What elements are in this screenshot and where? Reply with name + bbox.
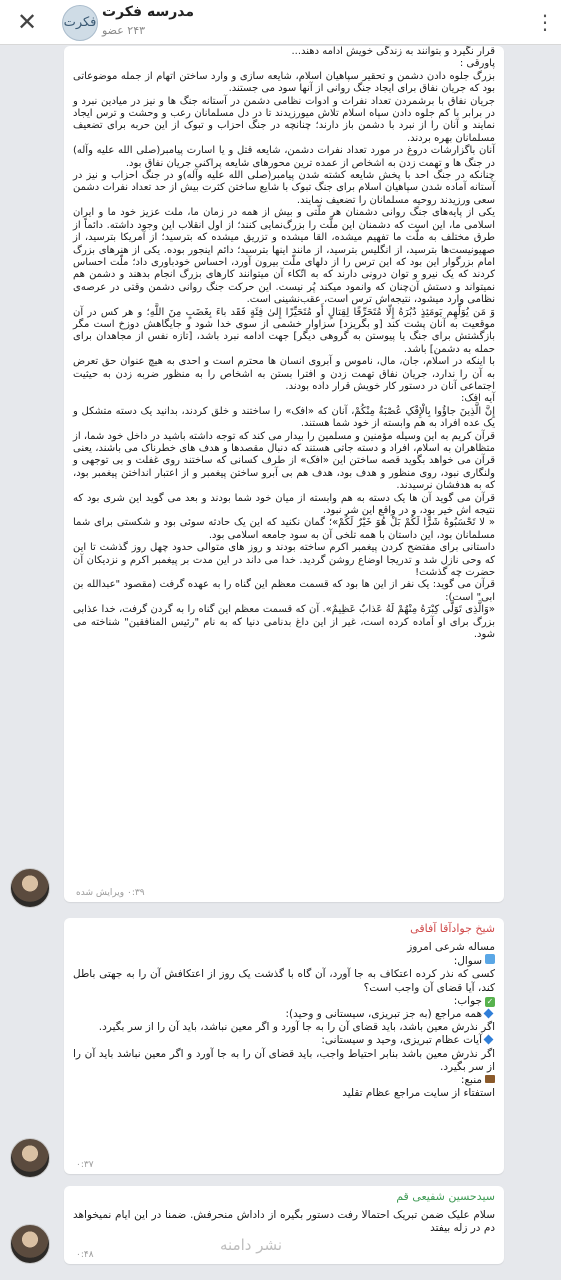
message-paragraph: چنانکه در جنگ احد با پخش شایعه کشته شدن پیامبر(صلی الله علیه وآله)و در جنگ احزاب و نیز در آستانه آماده شدن سپاهیان اسلام برای جنگ تبوک با شایع ساختن کثرت بیش از حد تعداد نفرات دشمن سعی ورزیدند روحیه مسلمانان را تضعیف نمایند. [73,170,495,206]
ruling-text: اگر نذرش معین باشد، باید قضای آن را به جا آورد و اگر معین نباشد، باید آن را از سر بگیرد. [98,1021,495,1034]
chat-header [0,0,561,45]
message-timestamp: ۰:۳۷ [76,1160,94,1170]
message-paragraph: قرار نگیرد و بتوانند به زندگی خویش ادامه دهند... [291,46,495,57]
message-paragraph: «وَالَّذِی تَوَلَّی کِبْرَهُ مِنْهُمْ لَهُ عَذابٌ عَظِیمٌ». آن که قسمت معظم این گناه را به گردن گرفت، خدا عذابی بزرگ برای او آماده کرده است، غیر از این داغ بدنامی دنیا که به نام "رئیس المنافقین" شناخته می شود. [73,604,495,641]
ruling-heading: همه مراجع (به جز تبریزی، سیستانی و وحید): [285,1008,482,1021]
message-paragraph: « لا تَحْسَبُوهُ شَرًّا لَکُمْ بَلْ هُوَ خَیْرٌ لَکُمْ»؛ گمان نکنید که این یک حادثه سوئی بود و شکستی برای شما مسلمانان بود، این داستان با همه تلخی آن به سود جامعه اسلامی بود. [73,517,495,541]
message-text: سلام علیک ضمن تبریک احتمالا رفت دستور بگیره از داداش منحرفش. ضمنا در این ایام نمیخواهد دم در زله بیفتد [73,1209,495,1235]
question-label: سوال: [453,955,482,968]
message-timestamp: ۰:۳۹ ویرایش شده [76,888,145,898]
sender-name[interactable]: سیدحسین شفیعی قم [396,1190,495,1203]
message-paragraph: إِنَّ الَّذِینَ جاؤُوا بِالْإِفْکِ عُصْبَةٌ مِنْکُمْ، آنان که «افک» را ساختند و خلق کردند، بدانید یک دسته متشکل و یک عده افراد به هم وابسته از خود شما هستند. [73,405,495,430]
message-paragraph: وَ مَن یُوَلِّهِم یَومَئِذٍ دُبُرَهُ إِلّا مُتَحَرِّفًا لِقِتالٍ أَو مُتَحَیِّزًا إِلیٰ فِئَةٍ فَقَد باءَ بِغَضَبٍ مِنَ اللَّهِ؛ و هر کس در آن موقعیت به آنان پشت کند [و بگریزد] سزاوار خشمی از سوی خدا شود و جایگاهش دوزخ است مگر بازگشتش برای جنگ یا پیوستن به گروهی دیگر] جهت ادامه نبرد باشد، [تازه نفس از مجاهدان برای حمله به دشمن] باشد. [73,306,495,355]
source-label: منبع: [460,1074,482,1087]
fiqh-title: مساله شرعی امروز [407,941,495,953]
message-paragraph: بزرگ جلوه دادن دشمن و تحقیر سپاهیان اسلام، شایعه سازی و وارد ساختن اتهام از جمله موضوعاتی بود که جریان نفاق برای ایجاد جنگ روانی از آنها سود می جستند. [73,70,495,95]
message-paragraph: قرآن می گوید: یک نفر از این ها بود که قسمت معظم این گناه را به عهده گرفت (مقصود "عبدالله بن ابی" است): [73,579,495,603]
channel-name[interactable]: مدرسه فکرت [102,4,195,20]
message-paragraph: داستانی برای مفتضح کردن پیغمبر اکرم ساخته بودند و روز های متوالی حدود چهل روز گذشت تا این که وحی نازل شد و تدریجا اوضاع روشن گردید. خدا می داند در این مدت بر پیغمبر اکرم و نزدیکان آن حضرت چه گذشت! [73,542,495,579]
blue-diamond-icon [484,1009,494,1019]
message-paragraph: یکی از پایه‌های جنگ روانی دشمنان هر ملّتی و بیش از همه در زمان ما، ملت عزیز خود ما و ایران اسلامی ما، این است که دشمنان این ملّت را بزرگ‌نمایی کنند؛ از اول انقلاب این وجود داشته. دائماً از طرق مختلف به ملّت ما تفهیم میشده، القا میشده و تزریق میشده که بترسید؛ از آمریکا بترسید، از صهیونیست‌ها بترسید، از انگلیس بترسید، از مانند اینها بترسید؛ دائم اینجور بوده. یکی از هنرهای بزرگ امام بزرگوار این بود که این ترس را از دلهای ملّت بیرون آورد، احساس خودباوری داد؛ ملّت احساس کردند که یک نیرو و توان درونی دارند که به اتّکاء آن میتوانند کارهای بزرگ انجام بدهند و دشمن هم نمیتواند و دستش آن‌چنان که وانمود میکند پُر نیست. این حرکت جنگ روانی دشمن وقتی در عرصه‌ی نظامی وارد میشود، نتیجه‌اش ترس است، عقب‌نشینی است. [73,207,495,306]
channel-avatar[interactable]: فکرت [62,5,98,41]
message-paragraph: قرآن می گوید آن ها یک دسته به هم وابسته از میان خود شما بودند و بعد می گوید این شری بود که نتیجه اش خیر بود، و در واقع این شر نبود. [73,492,495,517]
message-timestamp: ۰:۴۸ [76,1250,94,1260]
message-bubble-fiqh[interactable] [64,918,504,1174]
question-icon [485,954,495,964]
blue-diamond-icon [484,1035,494,1045]
menu-icon[interactable]: ⋮ [535,10,555,34]
message-paragraph: جریان نفاق با برشمردن تعداد نفرات و ادوات نظامی دشمن در آستانه جنگ ها و نیز در میادین نبرد و در برابر با کم جلوه دادن سپاه اسلام تلاش میورزیدند تا در دل مسلمانان رعب و وحشت و ترس ایجاد نمایند و آنان را از نبرد با دشمن باز دارند؛ چنانچه در جنگ احزاب و تبوک از این حربه برای تضعیف مسلمانان بهره بردند. [73,95,495,144]
answer-label: جواب: [453,994,482,1007]
member-count: ۲۴۳ عضو [102,24,146,37]
sender-name[interactable]: شیخ جوادآقا آفاقی [410,922,495,935]
sender-avatar[interactable] [10,868,50,908]
sender-avatar[interactable] [10,1224,50,1264]
sender-avatar[interactable] [10,1138,50,1178]
message-bubble-article[interactable] [64,46,504,902]
question-text: کسی که نذر کرده اعتکاف به جا آورد، آن گاه با گذشت یک روز از اعتکافش آن را به جهتی باطل کند، آیا قضای آن واجب است؟ [73,968,495,994]
message-paragraph: آنان باگزارشات دروغ در مورد تعداد نفرات دشمن، شایعه قتل و یا اسارت پیامبر(صلی الله علیه وآله) در جنگ ها و تهمت زدن به اشخاص از عمده ترین محورهای شایعه پراکنی جریان نفاق بود. [73,145,495,169]
message-paragraph: با اینکه در اسلام، جان، مال، ناموس و آبروی انسان ها محترم است و احدی به هیچ عنوان حق تعرض به آن را ندارد، جریان نفاق تهمت زدن و افترا بستن به اشخاص را به منظور ضربه زدن به حیثیت اجتماعی آنان در دستور کار خویش قرار داده بودند. [73,356,495,392]
message-bubble-reply[interactable] [64,1186,504,1264]
ruling-text: اگر نذرش معین باشد بنابر احتیاط واجب، باید قضای آن را به جا آورد و اگر معین نباشد باید آن را از سر بگیرد. [73,1047,495,1073]
ruling-heading: آیات عظام تبریزی، وحید و سیستانی: [321,1034,482,1047]
book-icon [485,1075,495,1083]
watermark-text: نشر دامنه [220,1236,283,1254]
close-icon[interactable]: ✕ [16,8,38,36]
check-icon: ✓ [486,996,494,1006]
message-paragraph: پاورقی : [459,58,495,70]
source-text: استفتاء از سایت مراجع عظام تقلید [342,1087,495,1100]
message-paragraph: قرآن کریم به این وسیله مؤمنین و مسلمین را بیدار می کند که توجه داشته باشید در داخل خود شما، از متظاهران به اسلام، افراد و دسته جاتی هستند که دنبال مقصدها و هدف های خطرناک می باشند، یعنی قرآن می خواهد بگوید قصه ساختن این «افک» از طرف کسانی که ساختند روی غفلت و بی توجهی و ولنگاری نبود، روی منظور و هدف بود، هدف هم بی آبرو ساختن پیغمبر و از اعتبار انداختن پیغمبر بود، که به هدفشان نرسیدند. [73,430,495,492]
message-paragraph: آیه افک: [461,393,495,405]
